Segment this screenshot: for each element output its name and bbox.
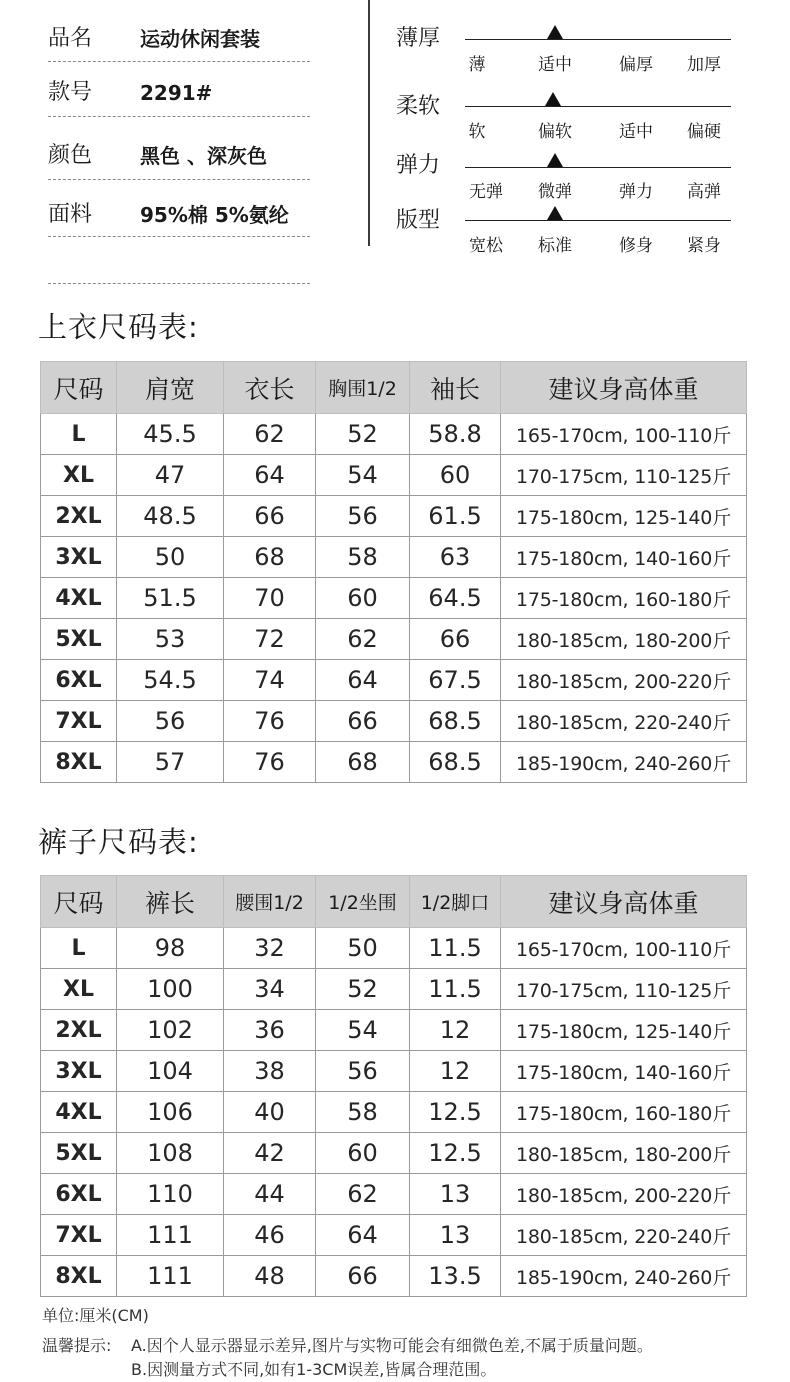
measurement-cell: 66 xyxy=(224,496,316,537)
measurement-cell: 44 xyxy=(224,1174,316,1215)
table-row xyxy=(41,1092,747,1133)
measurement-cell: 47 xyxy=(117,455,224,496)
measurement-cell: 60 xyxy=(316,578,410,619)
recommendation-cell: 175-180cm, 140-160斤 xyxy=(501,1051,747,1092)
top-size-table-title: 上衣尺码表: xyxy=(38,310,199,344)
measurement-cell: 64 xyxy=(316,1215,410,1256)
info-value: 2291# xyxy=(140,81,213,105)
scale-option: 标准 xyxy=(538,236,572,256)
info-value: 黑色 、深灰色 xyxy=(140,144,267,168)
measurement-cell: 110 xyxy=(117,1174,224,1215)
header-half-hip: 1/2坐围 xyxy=(316,876,410,928)
measurement-cell: 11.5 xyxy=(410,969,501,1010)
measurement-cell: 11.5 xyxy=(410,928,501,969)
measurement-cell: 54 xyxy=(316,455,410,496)
recommendation-cell: 185-190cm, 240-260斤 xyxy=(501,1256,747,1297)
info-row-style-number xyxy=(48,78,310,108)
selected-marker-icon xyxy=(545,92,561,106)
table-row xyxy=(41,1174,747,1215)
tip-label: 温馨提示: xyxy=(42,1336,112,1355)
top-table-body xyxy=(41,414,747,783)
measurement-cell: 70 xyxy=(224,578,316,619)
scale-option: 偏软 xyxy=(538,122,572,142)
measurement-cell: 64.5 xyxy=(410,578,501,619)
measurement-cell: 32 xyxy=(224,928,316,969)
measurement-cell: 36 xyxy=(224,1010,316,1051)
scale-option: 宽松 xyxy=(469,236,503,256)
recommendation-cell: 175-180cm, 160-180斤 xyxy=(501,578,747,619)
scale-line xyxy=(465,39,731,40)
measurement-cell: 48.5 xyxy=(117,496,224,537)
size-cell: 6XL xyxy=(41,660,117,701)
measurement-cell: 52 xyxy=(316,969,410,1010)
measurement-cell: 54.5 xyxy=(117,660,224,701)
measurement-cell: 64 xyxy=(316,660,410,701)
table-row xyxy=(41,455,747,496)
table-row xyxy=(41,1133,747,1174)
table-row xyxy=(41,537,747,578)
size-cell: L xyxy=(41,928,117,969)
info-label: 颜色 xyxy=(48,143,93,168)
measurement-cell: 76 xyxy=(224,742,316,783)
measurement-cell: 68 xyxy=(224,537,316,578)
measurement-cell: 51.5 xyxy=(117,578,224,619)
scale-option: 紧身 xyxy=(687,236,721,256)
header-recommended: 建议身高体重 xyxy=(501,876,747,928)
table-row xyxy=(41,619,747,660)
dashed-divider xyxy=(48,283,310,284)
recommendation-cell: 165-170cm, 100-110斤 xyxy=(501,414,747,455)
pants-table-body xyxy=(41,928,747,1297)
measurement-cell: 76 xyxy=(224,701,316,742)
size-cell: XL xyxy=(41,455,117,496)
scale-line xyxy=(465,220,731,221)
size-cell: XL xyxy=(41,969,117,1010)
header-half-waist: 腰围1/2 xyxy=(224,876,316,928)
size-cell: 6XL xyxy=(41,1174,117,1215)
selected-marker-icon xyxy=(547,206,563,220)
measurement-cell: 56 xyxy=(316,496,410,537)
dashed-divider xyxy=(48,179,310,180)
info-label: 面料 xyxy=(48,202,93,227)
scale-option: 偏厚 xyxy=(619,55,653,75)
top-size-table xyxy=(40,361,747,783)
measurement-cell: 12.5 xyxy=(410,1092,501,1133)
unit-note: 单位:厘米(CM) xyxy=(42,1306,149,1325)
table-header-row xyxy=(41,876,747,928)
recommendation-cell: 180-185cm, 180-200斤 xyxy=(501,619,747,660)
measurement-cell: 57 xyxy=(117,742,224,783)
measurement-cell: 52 xyxy=(316,414,410,455)
scale-option: 高弹 xyxy=(687,182,721,202)
measurement-cell: 62 xyxy=(316,619,410,660)
scale-option: 适中 xyxy=(538,55,572,75)
size-cell: 8XL xyxy=(41,742,117,783)
size-cell: 4XL xyxy=(41,578,117,619)
info-label: 款号 xyxy=(48,80,93,105)
measurement-cell: 40 xyxy=(224,1092,316,1133)
dashed-divider xyxy=(48,61,310,62)
header-half-leg-opening: 1/2脚口 xyxy=(410,876,501,928)
size-cell: 3XL xyxy=(41,1051,117,1092)
scale-option: 弹力 xyxy=(619,182,653,202)
measurement-cell: 12 xyxy=(410,1010,501,1051)
measurement-cell: 64 xyxy=(224,455,316,496)
attr-label-elasticity: 弹力 xyxy=(396,153,441,178)
measurement-cell: 98 xyxy=(117,928,224,969)
header-shoulder: 肩宽 xyxy=(117,362,224,414)
recommendation-cell: 170-175cm, 110-125斤 xyxy=(501,969,747,1010)
measurement-cell: 100 xyxy=(117,969,224,1010)
size-cell: 7XL xyxy=(41,1215,117,1256)
table-row xyxy=(41,1010,747,1051)
recommendation-cell: 180-185cm, 220-240斤 xyxy=(501,701,747,742)
measurement-cell: 58 xyxy=(316,1092,410,1133)
scale-option: 偏硬 xyxy=(687,122,721,142)
recommendation-cell: 175-180cm, 125-140斤 xyxy=(501,496,747,537)
measurement-cell: 111 xyxy=(117,1215,224,1256)
info-row-color xyxy=(48,141,310,171)
scale-option: 微弹 xyxy=(538,182,572,202)
size-cell: 4XL xyxy=(41,1092,117,1133)
size-cell: L xyxy=(41,414,117,455)
measurement-cell: 56 xyxy=(316,1051,410,1092)
measurement-cell: 102 xyxy=(117,1010,224,1051)
table-row xyxy=(41,496,747,537)
header-half-chest: 胸围1/2 xyxy=(316,362,410,414)
measurement-cell: 66 xyxy=(410,619,501,660)
header-recommended: 建议身高体重 xyxy=(501,362,747,414)
scale-line xyxy=(465,106,731,107)
measurement-cell: 106 xyxy=(117,1092,224,1133)
measurement-cell: 38 xyxy=(224,1051,316,1092)
recommendation-cell: 180-185cm, 200-220斤 xyxy=(501,660,747,701)
scale-option: 加厚 xyxy=(687,55,721,75)
recommendation-cell: 180-185cm, 180-200斤 xyxy=(501,1133,747,1174)
tip-b: B.因测量方式不同,如有1-3CM误差,皆属合理范围。 xyxy=(131,1360,497,1379)
info-value: 95%棉 5%氨纶 xyxy=(140,203,289,227)
dashed-divider xyxy=(48,236,310,237)
measurement-cell: 60 xyxy=(410,455,501,496)
scale-option: 修身 xyxy=(619,236,653,256)
scale-option: 无弹 xyxy=(469,182,503,202)
header-pants-length: 裤长 xyxy=(117,876,224,928)
measurement-cell: 66 xyxy=(316,1256,410,1297)
recommendation-cell: 175-180cm, 125-140斤 xyxy=(501,1010,747,1051)
table-row xyxy=(41,578,747,619)
measurement-cell: 34 xyxy=(224,969,316,1010)
measurement-cell: 111 xyxy=(117,1256,224,1297)
measurement-cell: 104 xyxy=(117,1051,224,1092)
scale-line xyxy=(465,167,731,168)
measurement-cell: 62 xyxy=(224,414,316,455)
measurement-cell: 12.5 xyxy=(410,1133,501,1174)
measurement-cell: 42 xyxy=(224,1133,316,1174)
measurement-cell: 66 xyxy=(316,701,410,742)
info-value: 运动休闲套装 xyxy=(140,27,260,51)
measurement-cell: 60 xyxy=(316,1133,410,1174)
measurement-cell: 58.8 xyxy=(410,414,501,455)
size-cell: 2XL xyxy=(41,496,117,537)
recommendation-cell: 185-190cm, 240-260斤 xyxy=(501,742,747,783)
info-row-fabric xyxy=(48,200,310,230)
measurement-cell: 62 xyxy=(316,1174,410,1215)
measurement-cell: 68.5 xyxy=(410,701,501,742)
recommendation-cell: 165-170cm, 100-110斤 xyxy=(501,928,747,969)
table-row xyxy=(41,660,747,701)
measurement-cell: 13 xyxy=(410,1174,501,1215)
table-row xyxy=(41,414,747,455)
size-cell: 5XL xyxy=(41,1133,117,1174)
scale-option: 薄 xyxy=(468,55,486,75)
attr-label-thickness: 薄厚 xyxy=(396,26,441,51)
size-cell: 7XL xyxy=(41,701,117,742)
selected-marker-icon xyxy=(547,153,563,167)
recommendation-cell: 175-180cm, 140-160斤 xyxy=(501,537,747,578)
size-cell: 5XL xyxy=(41,619,117,660)
measurement-cell: 68 xyxy=(316,742,410,783)
header-size: 尺码 xyxy=(41,876,117,928)
measurement-cell: 74 xyxy=(224,660,316,701)
measurement-cell: 50 xyxy=(117,537,224,578)
measurement-cell: 50 xyxy=(316,928,410,969)
table-row xyxy=(41,1051,747,1092)
recommendation-cell: 180-185cm, 220-240斤 xyxy=(501,1215,747,1256)
measurement-cell: 53 xyxy=(117,619,224,660)
measurement-cell: 48 xyxy=(224,1256,316,1297)
table-header-row xyxy=(41,362,747,414)
tip-a: A.因个人显示器显示差异,图片与实物可能会有细微色差,不属于质量问题。 xyxy=(131,1336,653,1355)
measurement-cell: 13 xyxy=(410,1215,501,1256)
recommendation-cell: 175-180cm, 160-180斤 xyxy=(501,1092,747,1133)
info-label: 品名 xyxy=(48,26,93,51)
table-row xyxy=(41,1256,747,1297)
pants-size-table-title: 裤子尺码表: xyxy=(38,825,199,859)
measurement-cell: 68.5 xyxy=(410,742,501,783)
header-sleeve: 袖长 xyxy=(410,362,501,414)
dashed-divider xyxy=(48,116,310,117)
table-row xyxy=(41,1215,747,1256)
scale-option: 软 xyxy=(468,122,486,142)
measurement-cell: 13.5 xyxy=(410,1256,501,1297)
measurement-cell: 63 xyxy=(410,537,501,578)
header-length: 衣长 xyxy=(224,362,316,414)
header-size: 尺码 xyxy=(41,362,117,414)
measurement-cell: 12 xyxy=(410,1051,501,1092)
measurement-cell: 54 xyxy=(316,1010,410,1051)
recommendation-cell: 180-185cm, 200-220斤 xyxy=(501,1174,747,1215)
pants-size-table xyxy=(40,875,747,1297)
vertical-divider xyxy=(368,0,370,246)
table-row xyxy=(41,701,747,742)
scale-option: 适中 xyxy=(619,122,653,142)
measurement-cell: 108 xyxy=(117,1133,224,1174)
measurement-cell: 58 xyxy=(316,537,410,578)
table-row xyxy=(41,969,747,1010)
attr-label-fit: 版型 xyxy=(396,208,441,233)
info-row-name xyxy=(48,24,310,54)
table-row xyxy=(41,928,747,969)
recommendation-cell: 170-175cm, 110-125斤 xyxy=(501,455,747,496)
measurement-cell: 72 xyxy=(224,619,316,660)
measurement-cell: 45.5 xyxy=(117,414,224,455)
size-cell: 2XL xyxy=(41,1010,117,1051)
measurement-cell: 67.5 xyxy=(410,660,501,701)
size-cell: 3XL xyxy=(41,537,117,578)
table-row xyxy=(41,742,747,783)
selected-marker-icon xyxy=(547,25,563,39)
attr-label-softness: 柔软 xyxy=(396,94,441,119)
measurement-cell: 56 xyxy=(117,701,224,742)
size-cell: 8XL xyxy=(41,1256,117,1297)
measurement-cell: 46 xyxy=(224,1215,316,1256)
measurement-cell: 61.5 xyxy=(410,496,501,537)
